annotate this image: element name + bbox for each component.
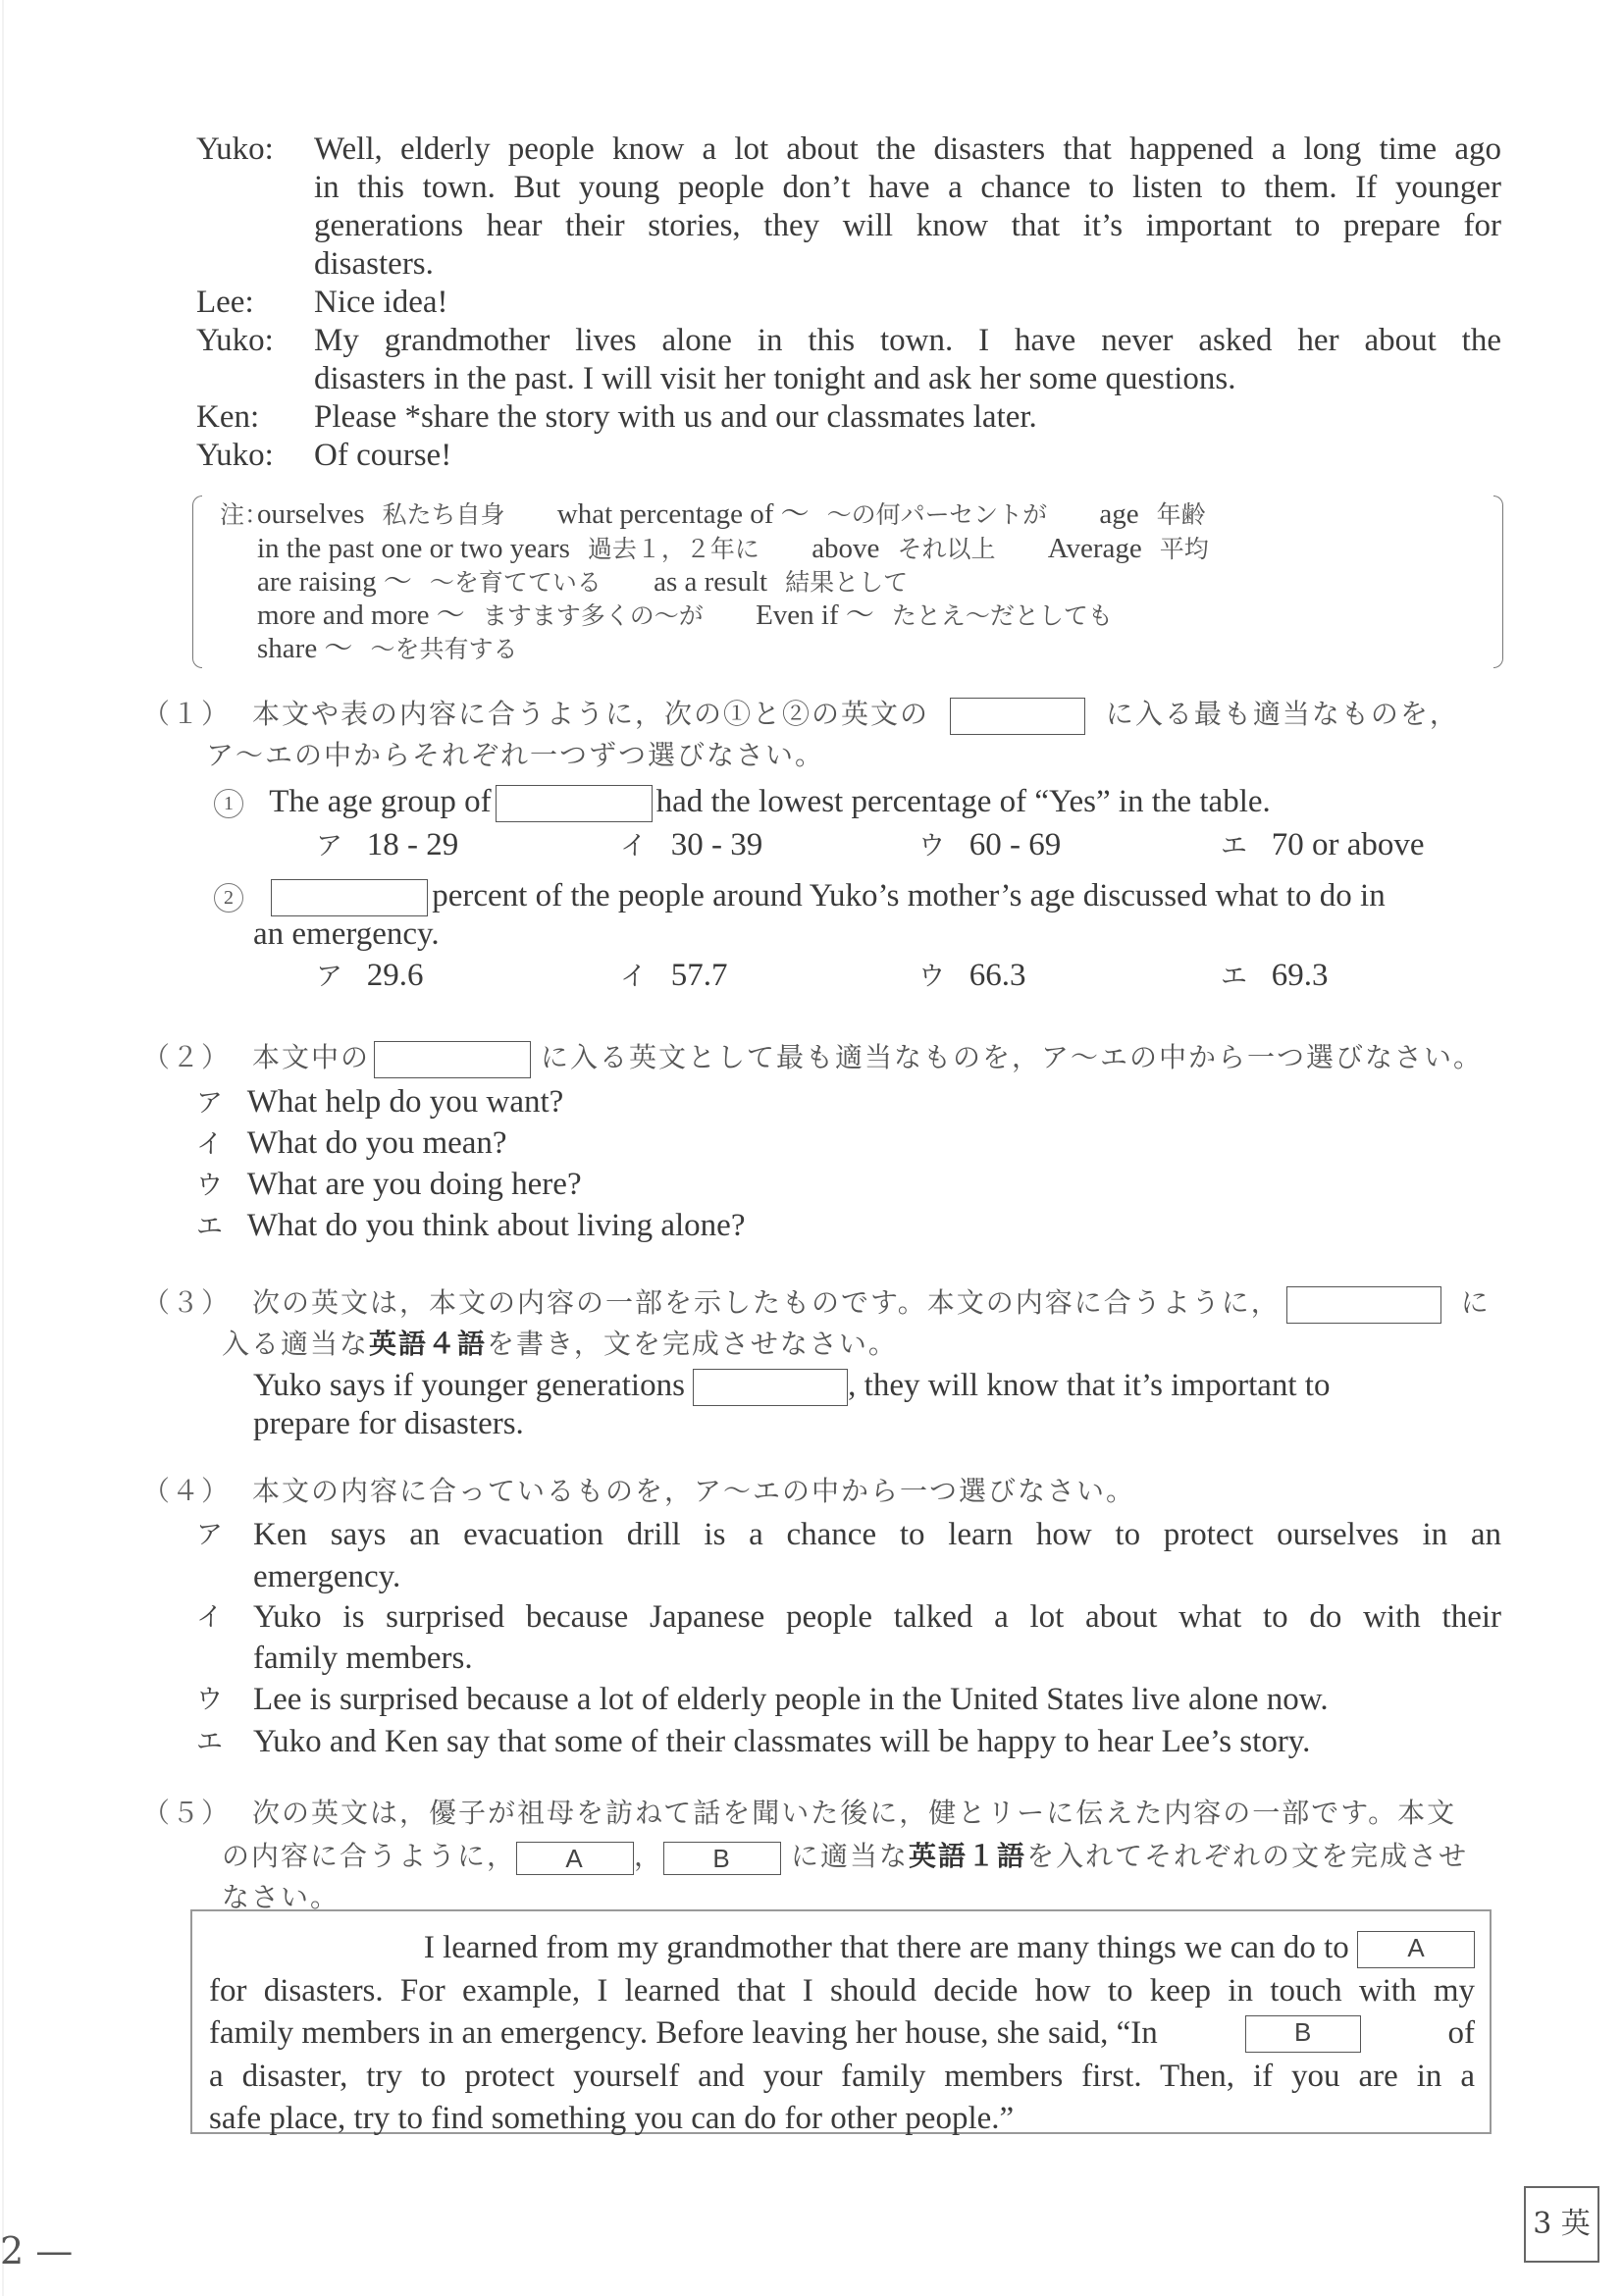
notes-row <box>257 599 1158 633</box>
answer-blank[interactable] <box>374 1041 531 1078</box>
notes-row <box>257 532 1254 566</box>
question-instruction: 本文中の に入る英文として最も適当なものを，ア～エの中から一つ選びなさい。 <box>252 1038 1483 1078</box>
choice-e[interactable]: Yuko and Ken say that some of their classmates will be happy to hear Lee’s story. <box>253 1724 1311 1759</box>
choice-i-line2[interactable]: family members. <box>253 1641 473 1676</box>
answer-blank[interactable] <box>950 698 1085 735</box>
note-gloss: 平均 <box>1159 535 1209 563</box>
summary-sentence: Yuko says if younger generations , they will know that it’s important to <box>253 1367 1330 1406</box>
question-instruction-line2: の内容に合うように， A ， B に適当な英語１語を入れてそれぞれの文を完成させ <box>222 1840 1469 1873</box>
choice-u[interactable]: ウ What are you doing here? <box>196 1167 582 1202</box>
question-number: （５） <box>142 1797 232 1829</box>
note-gloss: ～の何パーセントが <box>826 500 1048 529</box>
sub-question-2-line2: an emergency. <box>253 916 440 952</box>
choice-e[interactable]: エ 70 or above <box>1221 827 1425 862</box>
note-gloss: ますます多くの～が <box>482 601 704 630</box>
passage-line: family members in an emergency. Before leaving her house, she said, “In B of <box>209 2015 1475 2051</box>
notes-row <box>257 497 1251 532</box>
notes-row <box>257 565 953 600</box>
question-instruction-line2: ア～エの中からそれぞれ一つずつ選びなさい。 <box>206 739 825 771</box>
answer-blank[interactable] <box>693 1369 848 1406</box>
note-term: age <box>1099 498 1139 530</box>
note-term: ourselves <box>257 498 365 530</box>
answer-blank-b[interactable]: B <box>1245 2015 1361 2053</box>
dialogue-line: generations hear their stories, they will know that it’s important to prepare for <box>314 208 1501 243</box>
note-gloss: それ以上 <box>897 535 996 563</box>
passage-line: safe place, try to find something you can do for other people.” <box>209 2101 1015 2136</box>
question-instruction: 本文や表の内容に合うように，次の①と②の英文の に入る最も適当なものを， <box>252 695 1459 735</box>
passage-line: I learned from my grandmother that there are many things we can do to A <box>209 1929 1475 1968</box>
speaker-label: Ken: <box>196 399 260 435</box>
note-term: in the past one or two years <box>257 533 570 564</box>
note-term: above <box>812 533 880 564</box>
choice-u[interactable]: ウ 66.3 <box>918 958 1026 993</box>
note-gloss: ～を育てている <box>429 568 602 597</box>
note-term: more and more ～ <box>257 600 465 631</box>
glossary-notes <box>192 496 1503 668</box>
notes-row <box>257 632 562 666</box>
circled-number-2: 2 <box>214 883 243 913</box>
choice-a-line2[interactable]: emergency. <box>253 1559 401 1594</box>
dialogue-line: Please *share the story with us and our classmates later. <box>314 399 1037 435</box>
question-number: （２） <box>142 1041 232 1073</box>
choice-a[interactable]: ア 18 - 29 <box>316 827 459 862</box>
choice-a[interactable]: ア 29.6 <box>316 958 424 993</box>
question-instruction: 次の英文は，本文の内容の一部を示したものです。本文の内容に合うように， に <box>252 1283 1491 1324</box>
speaker-label: Lee: <box>196 285 254 320</box>
blank-a-label: A <box>516 1842 634 1875</box>
choice-label: ア <box>196 1520 223 1550</box>
speaker-label: Yuko: <box>196 438 274 473</box>
note-term: what percentage of ～ <box>556 498 810 530</box>
note-gloss: 私たち自身 <box>382 500 505 529</box>
choice-i[interactable]: イ 57.7 <box>620 958 728 993</box>
speaker-label: Yuko: <box>196 131 274 167</box>
summary-sentence-line2: prepare for disasters. <box>253 1406 524 1441</box>
question-instruction-line2: 入る適当な英語４語を書き，文を完成させなさい。 <box>222 1328 898 1360</box>
choice-e[interactable]: エ What do you think about living alone? <box>196 1208 746 1243</box>
choice-a[interactable]: Ken says an evacuation drill is a chance to learn how to protect ourselves in an <box>253 1517 1501 1552</box>
choice-a[interactable]: ア What help do you want? <box>196 1084 564 1120</box>
note-gloss: 結果として <box>785 568 909 597</box>
note-term: Even if ～ <box>756 600 874 631</box>
answer-blank-a[interactable]: A <box>1357 1931 1475 1968</box>
passage-line: for disasters. For example, I learned that I should decide how to keep in touch with my <box>209 1973 1475 2009</box>
choice-label: ウ <box>196 1685 223 1715</box>
note-term: are raising ～ <box>257 566 412 598</box>
speaker-label: Yuko: <box>196 323 274 358</box>
choice-label: エ <box>196 1727 223 1757</box>
dialogue-line: Of course! <box>314 438 452 473</box>
note-gloss: たとえ～だとしても <box>891 601 1113 630</box>
right-bracket <box>1493 496 1503 668</box>
choice-u[interactable]: Lee is surprised because a lot of elderly people in the United States live alone now. <box>253 1682 1329 1717</box>
dialogue-line: in this town. But young people don’t have a chance to listen to them. If younger <box>314 170 1501 205</box>
summary-passage-box <box>190 1909 1492 2134</box>
dialogue-line: My grandmother lives alone in this town. I have never asked her about the <box>314 323 1501 358</box>
question-instruction: 本文の内容に合っているものを，ア～エの中から一つ選びなさい。 <box>252 1475 1136 1507</box>
answer-blank[interactable] <box>271 879 428 916</box>
choice-u[interactable]: ウ 60 - 69 <box>918 827 1062 862</box>
note-gloss: 過去１，２年に <box>587 535 759 563</box>
blank-b-label: B <box>663 1842 781 1875</box>
choice-label: イ <box>196 1602 223 1633</box>
question-instruction: 次の英文は，優子が祖母を訪ねて話を聞いた後に，健とリーに伝えた内容の一部です。本文 <box>252 1797 1457 1829</box>
note-gloss: ～を共有する <box>370 635 518 663</box>
sub-question-2: 2 percent of the people around Yuko’s mother’s age discussed what to do in <box>214 877 1386 916</box>
dialogue-line: disasters in the past. I will visit her tonight and ask her some questions. <box>314 361 1236 396</box>
note-term: share ～ <box>257 633 353 664</box>
answer-blank[interactable] <box>496 785 653 822</box>
sub-question-1: 1 The age group of had the lowest percentage of “Yes” in the table. <box>214 783 1271 822</box>
note-term: as a result <box>654 566 768 598</box>
question-number: （３） <box>142 1286 232 1319</box>
dialogue-line: disasters. <box>314 246 434 282</box>
note-term: Average <box>1047 533 1142 564</box>
answer-blank[interactable] <box>1286 1286 1441 1324</box>
left-bracket <box>192 496 202 668</box>
dialogue-line: Well, elderly people know a lot about the disasters that happened a long time ago <box>314 131 1501 167</box>
circled-number-1: 1 <box>214 789 243 818</box>
page-edge-line <box>2 0 4 2296</box>
question-number: （１） <box>142 698 232 730</box>
question-instruction-line3: なさい。 <box>222 1881 340 1913</box>
section-label-box: 3 英 <box>1524 2186 1599 2263</box>
dialogue-line: Nice idea! <box>314 285 448 320</box>
choice-i[interactable]: Yuko is surprised because Japanese people talked a lot about what to do with their <box>253 1599 1501 1635</box>
choice-e[interactable]: エ 69.3 <box>1221 958 1329 993</box>
note-gloss: 年齢 <box>1156 500 1206 529</box>
choice-i[interactable]: イ 30 - 39 <box>620 827 763 862</box>
notes-label: 注： <box>220 500 270 529</box>
passage-line: a disaster, try to protect yourself and your family members first. Then, if you are in a <box>209 2059 1475 2094</box>
choice-i[interactable]: イ What do you mean? <box>196 1125 507 1161</box>
page-number: 2 — <box>0 2229 74 2272</box>
question-number: （４） <box>142 1475 232 1507</box>
